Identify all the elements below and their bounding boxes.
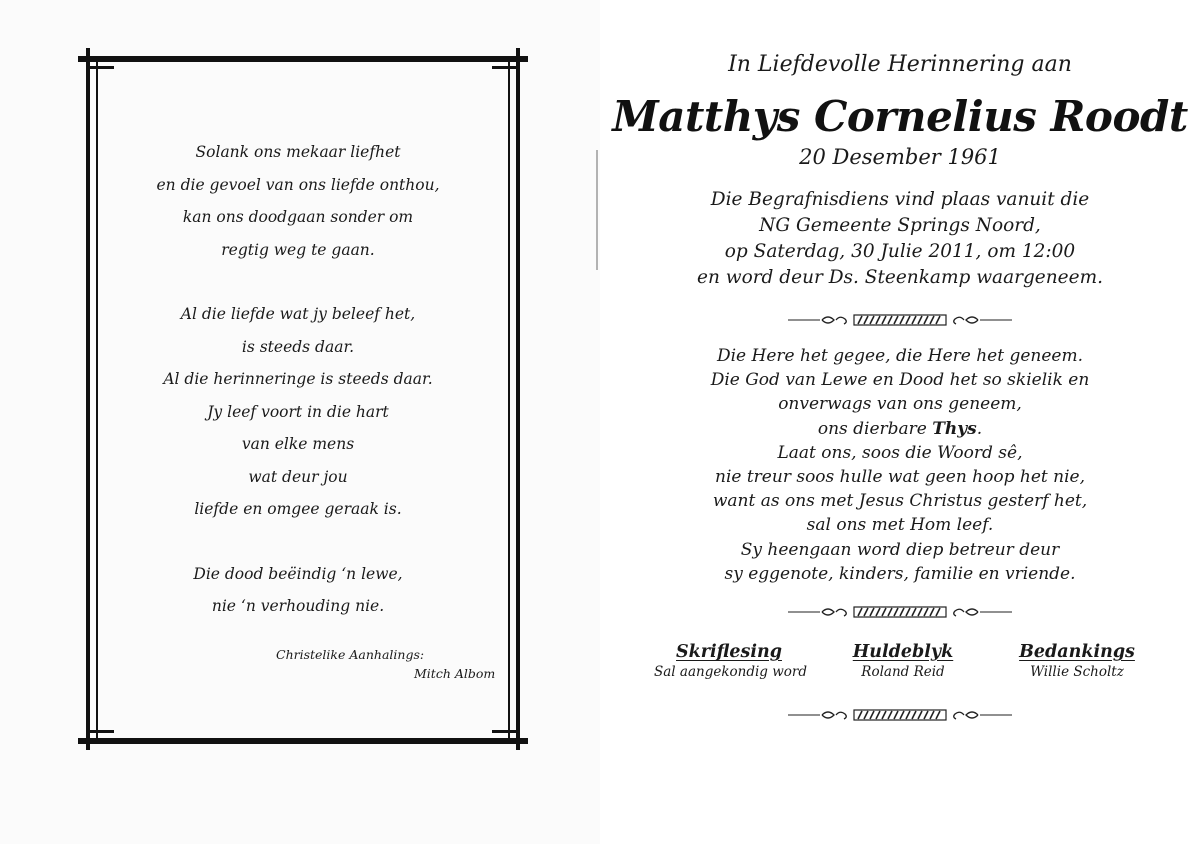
tribute-column [828, 642, 978, 680]
frame-bottom-bar [78, 738, 528, 744]
poem-line: Al die herinneringe is steeds daar. [163, 370, 433, 388]
thanks-column [1002, 642, 1152, 680]
poem-line: van elke mens [241, 435, 355, 453]
right-page [600, 0, 1200, 844]
poem-line: liefde en omgee geraak is. [194, 500, 402, 518]
column-heading: Skriflesing [676, 642, 782, 662]
verse-line: onverwags van ons geneem, [778, 394, 1022, 415]
verse-line: nie treur soos hulle wat geen hoop het nie, [715, 467, 1085, 488]
service-line: NG Gemeente Springs Noord, [759, 215, 1041, 236]
poem [108, 136, 488, 623]
verse-line: Sy heengaan word diep betreur deur [740, 539, 1060, 560]
verse-line: sal ons met Hom leef. [806, 515, 994, 536]
verse-line-name [600, 417, 1200, 441]
verse-line: want as ons met Jesus Christus gesterf het, [712, 491, 1088, 512]
ornament-divider-icon [788, 603, 1012, 621]
birth-date: 20 Desember 1961 [799, 145, 1001, 169]
quote-author: Mitch Albom [414, 666, 496, 681]
page-fold-mark [596, 150, 598, 270]
poem-stanza-2 [108, 298, 488, 526]
verse-line: Die Here het gegee, die Here het geneem. [716, 346, 1084, 366]
column-value: Roland Reid [861, 664, 945, 680]
poem-stanza-3 [108, 558, 488, 623]
verse-name-suffix: . [976, 418, 983, 439]
poem-line: nie ‘n verhouding nie. [211, 597, 385, 615]
poem-line: Al die liefde wat jy beleef het, [180, 305, 416, 323]
frame-corner-mark [86, 730, 114, 733]
frame-right-bar [516, 48, 520, 750]
poem-line: en die gevoel van ons liefde onthou, [156, 175, 440, 194]
poem-line: regtig weg te gaan. [221, 240, 375, 259]
column-value: Willie Scholtz [1030, 664, 1124, 680]
verse-name-prefix: ons dierbare [817, 418, 933, 439]
column-value: Sal aangekondig word [654, 664, 808, 680]
ornament-divider-icon [788, 706, 1012, 724]
verse-text [600, 344, 1200, 586]
service-line: Die Begrafnisdiens vind plaas vanuit die [710, 189, 1090, 210]
frame-top-bar [78, 56, 528, 62]
poem-stanza-1 [108, 136, 488, 266]
quote-source: Christelike Aanhalings: [276, 647, 425, 662]
service-line: op Saterdag, 30 Julie 2011, om 12:00 [724, 241, 1076, 262]
verse-line: sy eggenote, kinders, familie en vriende. [724, 563, 1076, 584]
memorial-intro: In Liefdevolle Herinnering aan [728, 52, 1072, 77]
scripture-reading-column [654, 642, 808, 680]
verse-line: Die God van Lewe en Dood het so skielik en [710, 370, 1090, 391]
poem-line: kan ons doodgaan sonder om [182, 208, 414, 226]
poem-line: Solank ons mekaar liefhet [195, 143, 401, 161]
verse-line: Laat ons, soos die Woord sê, [777, 442, 1023, 463]
verse-name: Thys [932, 418, 977, 439]
column-heading: Huldeblyk [852, 642, 954, 662]
frame-left-inner-bar [96, 56, 98, 742]
poem-line: Die dood beëindig ‘n lewe, [193, 564, 403, 583]
poem-line: is steeds daar. [241, 337, 355, 356]
ornament-divider-icon [788, 311, 1012, 329]
frame-left-bar [86, 48, 90, 750]
column-heading: Bedankings [1019, 642, 1135, 662]
frame-corner-mark [86, 66, 114, 69]
service-line: en word deur Ds. Steenkamp waargeneem. [697, 267, 1103, 288]
service-details [600, 187, 1200, 291]
deceased-name: Matthys Cornelius Roodt [612, 92, 1188, 141]
frame-right-inner-bar [508, 56, 510, 742]
poem-line: Jy leef voort in die hart [207, 402, 389, 421]
poem-line: wat deur jou [248, 467, 348, 486]
